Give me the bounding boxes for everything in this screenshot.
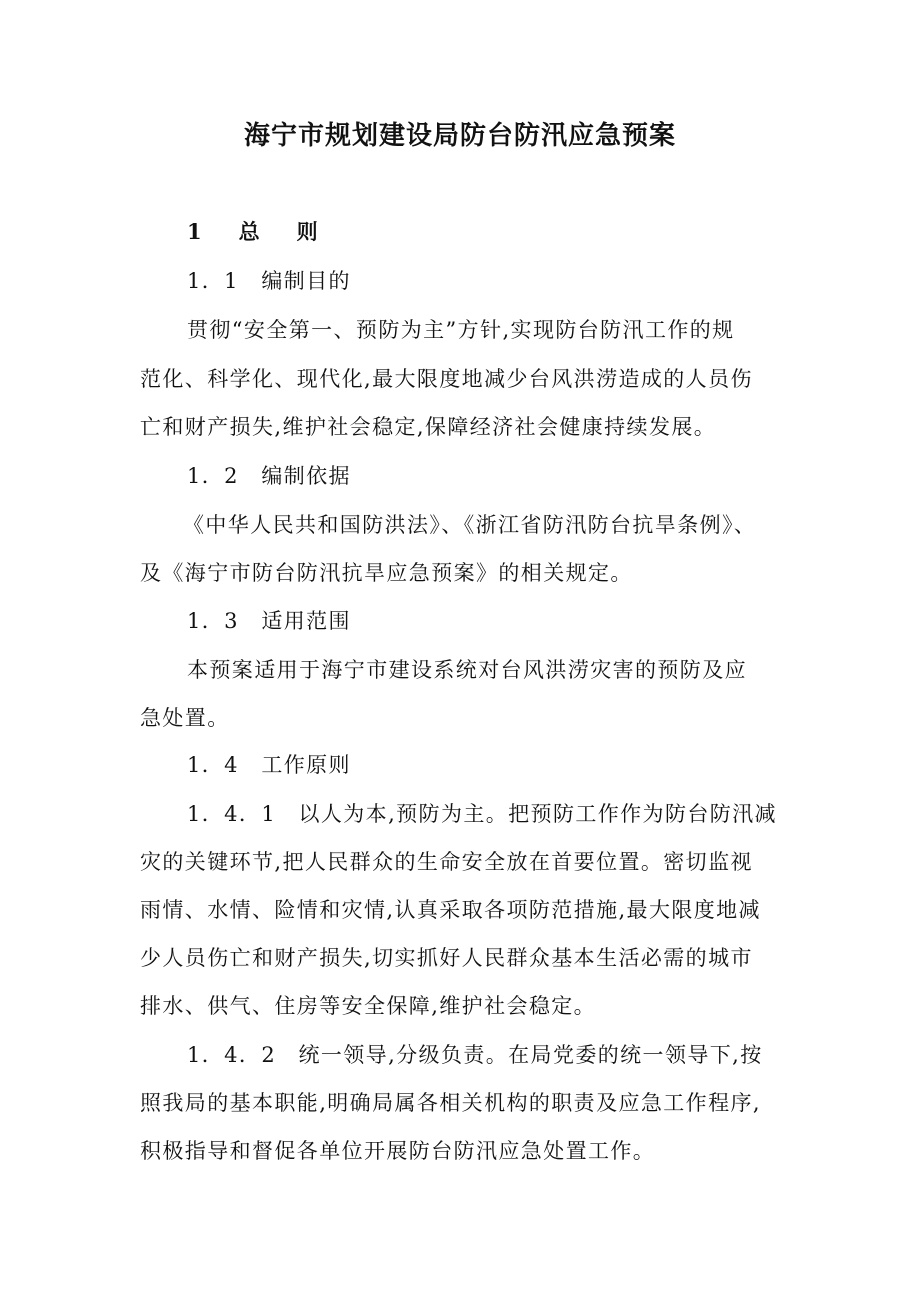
- paragraph-line: 灾的关键环节,把人民群众的生命安全放在首要位置。密切监视: [140, 850, 753, 874]
- paragraph-line: 贯彻“安全第一、预防为主”方针,实现防台防汛工作的规: [187, 318, 735, 342]
- paragraph-line: 排水、供气、住房等安全保障,维护社会稳定。: [140, 994, 597, 1018]
- paragraph-line: 亡和财产损失,维护社会稳定,保障经济社会健康持续发展。: [140, 415, 717, 439]
- paragraph-line: 雨情、水情、险情和灾情,认真采取各项防范措施,最大限度地减: [140, 898, 761, 922]
- paragraph-line: 本预案适用于海宁市建设系统对台风洪涝灾害的预防及应: [187, 658, 747, 682]
- paragraph-line: 1．4．2 统一领导,分级负责。在局党委的统一领导下,按: [187, 1043, 763, 1067]
- paragraph-line: 《中华人民共和国防洪法》、《浙江省防汛防台抗旱条例》、: [183, 513, 757, 537]
- subsection-heading-principles: 1．4 工作原则: [187, 753, 351, 777]
- paragraph-line: 1．4．1 以人为本,预防为主。把预防工作作为防台防汛减: [187, 802, 777, 826]
- paragraph-line: 积极指导和督促各单位开展防台防汛应急处置工作。: [140, 1139, 656, 1163]
- document-title: 海宁市规划建设局防台防汛应急预案: [243, 121, 676, 151]
- section-heading-general: 1 总 则: [187, 219, 326, 244]
- paragraph-line: 急处置。: [140, 706, 230, 730]
- paragraph-line: 少人员伤亡和财产损失,切实抓好人民群众基本生活必需的城市: [140, 946, 753, 970]
- subsection-heading-basis: 1．2 编制依据: [187, 464, 351, 488]
- subsection-heading-scope: 1．3 适用范围: [187, 609, 351, 633]
- paragraph-line: 照我局的基本职能,明确局属各相关机构的职责及应急工作程序,: [140, 1091, 761, 1115]
- paragraph-line: 范化、科学化、现代化,最大限度地减少台风洪涝造成的人员伤: [140, 367, 753, 391]
- subsection-heading-purpose: 1．1 编制目的: [187, 269, 351, 293]
- paragraph-line: 及《海宁市防台防汛抗旱应急预案》的相关规定。: [140, 561, 633, 585]
